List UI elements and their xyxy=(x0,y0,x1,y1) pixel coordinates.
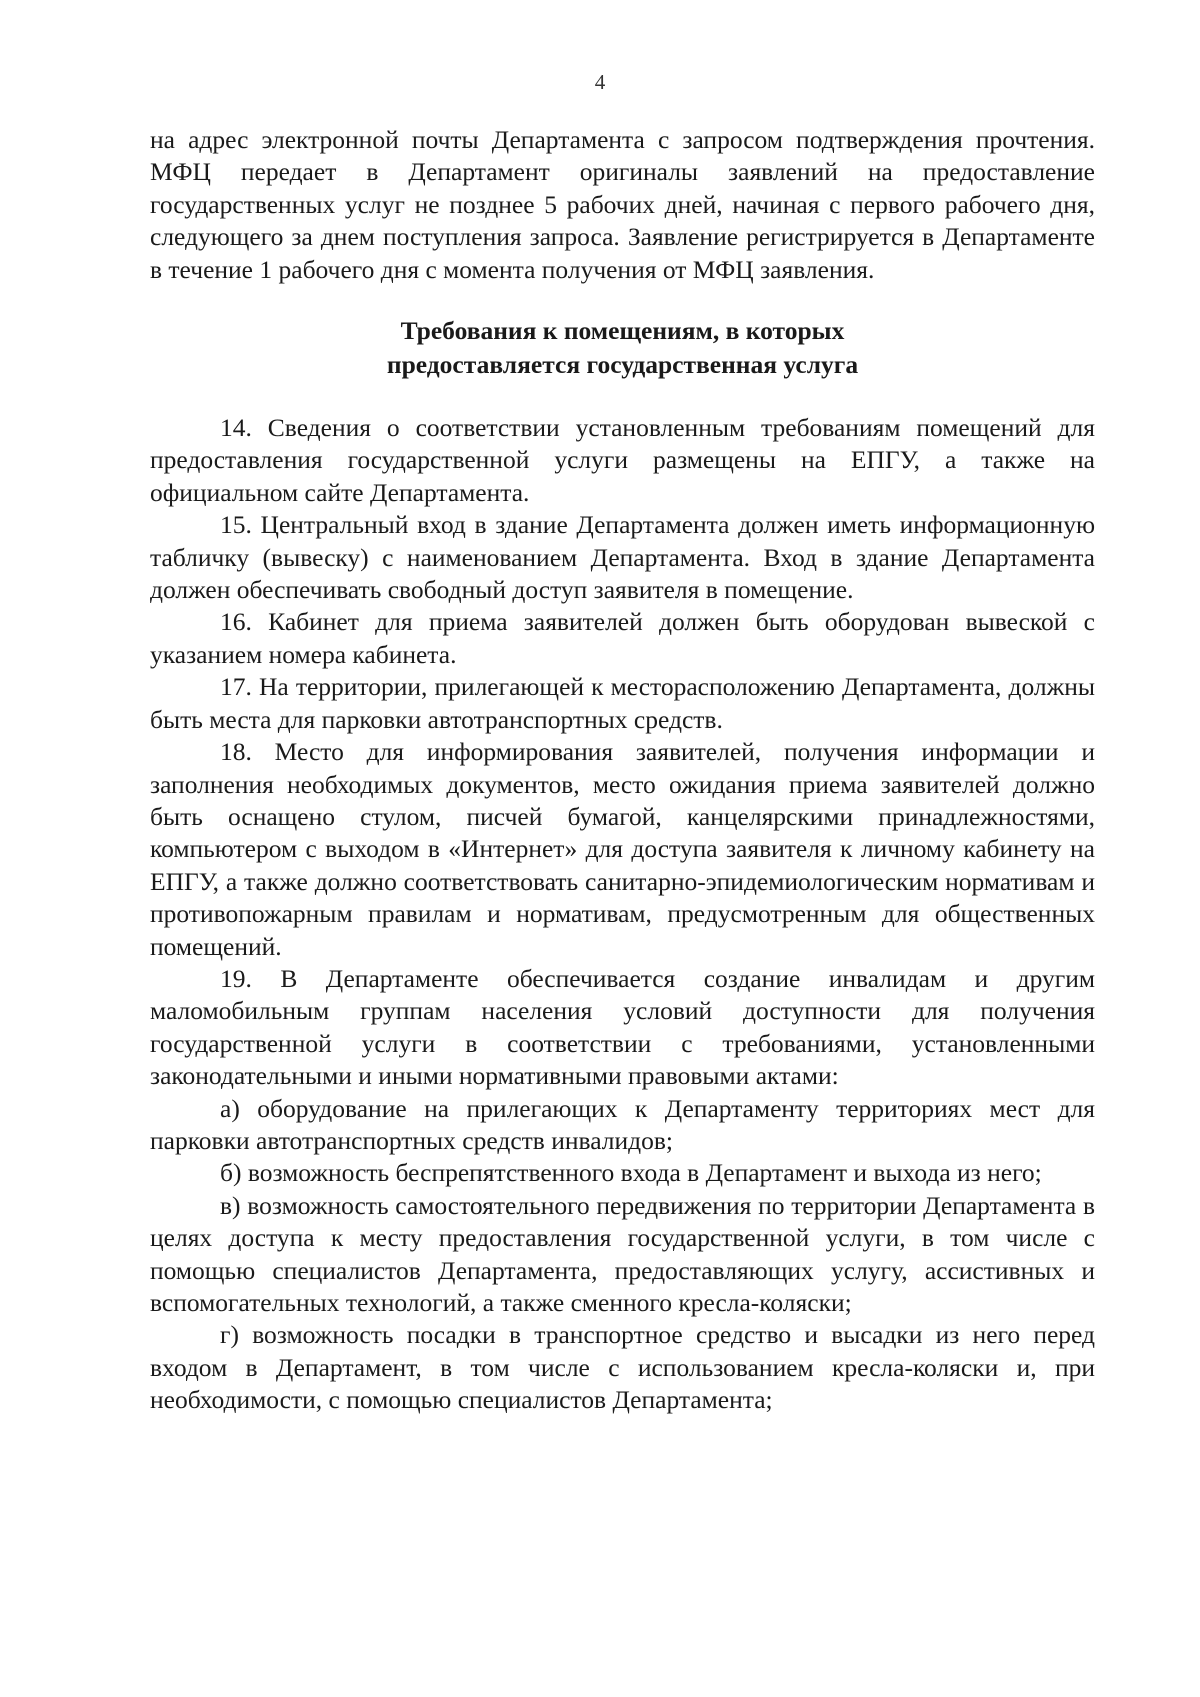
paragraph-19: 19. В Департаменте обеспечивается создание инвалидам и другим маломобильным группам населения условий доступности для получения государственной услуги в соответствии с требованиями, установленными законодательными и иными нормативными правовыми актами: xyxy=(150,963,1095,1091)
paragraph-15: 15. Центральный вход в здание Департамента должен иметь информационную табличку (вывеску) с наименованием Департамента. Вход в здание Департамента должен обеспечивать свободный доступ заявителя в помещение. xyxy=(150,510,1095,605)
list-item-v: в) возможность самостоятельного передвижения по территории Департамента в целях доступа к месту предоставления государственной услуги, в том числе с помощью специалистов Департамента, предоставляющих услугу, ассистивных и вспомогательных технологий, а также сменного кресла-коляски; xyxy=(150,1190,1095,1317)
paragraph-14: 14. Сведения о соответствии установленным требованиям помещений для предоставления государственной услуги размещены на ЕПГУ, а также на официальном сайте Департамента. xyxy=(150,413,1095,507)
page-number: 4 xyxy=(594,70,606,94)
paragraph-18: 18. Место для информирования заявителей, получения информации и заполнения необходимых документов, место ожидания приема заявителей должно быть оснащено стулом, писчей бумагой, канцелярскими принадлежностями, компьютером с выходом в «Интернет» для доступа заявителя к личному кабинету на ЕПГУ, а также должно соответствовать санитарно-эпидемиологическим нормативам и противопожарным правилам и нормативам, предусмотренным для общественных помещений. xyxy=(150,737,1095,961)
list-item-g: г) возможность посадки в транспортное средство и высадки из него перед входом в Департамент, в том числе с использованием кресла-коляски и, при необходимости, с помощью специалистов Департамента; xyxy=(150,1320,1095,1415)
paragraph-17: 17. На территории, прилегающей к месторасположению Департамента, должны быть места для парковки автотранспортных средств. xyxy=(150,672,1095,734)
section-heading-line-1: Требования к помещениям, в которых xyxy=(400,316,845,346)
section-heading-line-2: предоставляется государственная услуга xyxy=(386,350,859,380)
document-body xyxy=(150,124,1095,1417)
list-item-a: а) оборудование на прилегающих к Департаменту территориях мест для парковки автотранспортных средств инвалидов; xyxy=(150,1093,1095,1155)
paragraph-16: 16. Кабинет для приема заявителей должен быть оборудован вывеской с указанием номера кабинета. xyxy=(150,607,1095,669)
intro-paragraph: на адрес электронной почты Департамента с запросом подтверждения прочтения. МФЦ передает в Департамент оригиналы заявлений на предоставление государственных услуг не позднее 5 рабочих дней, начиная с первого рабочего дня, следующего за днем поступления запроса. Заявление регистрируется в Департаменте в течение 1 рабочего дня с момента получения от МФЦ заявления. xyxy=(150,125,1095,284)
section-heading xyxy=(150,314,1095,382)
list-item-b: б) возможность беспрепятственного входа в Департамент и выхода из него; xyxy=(220,1158,1042,1188)
